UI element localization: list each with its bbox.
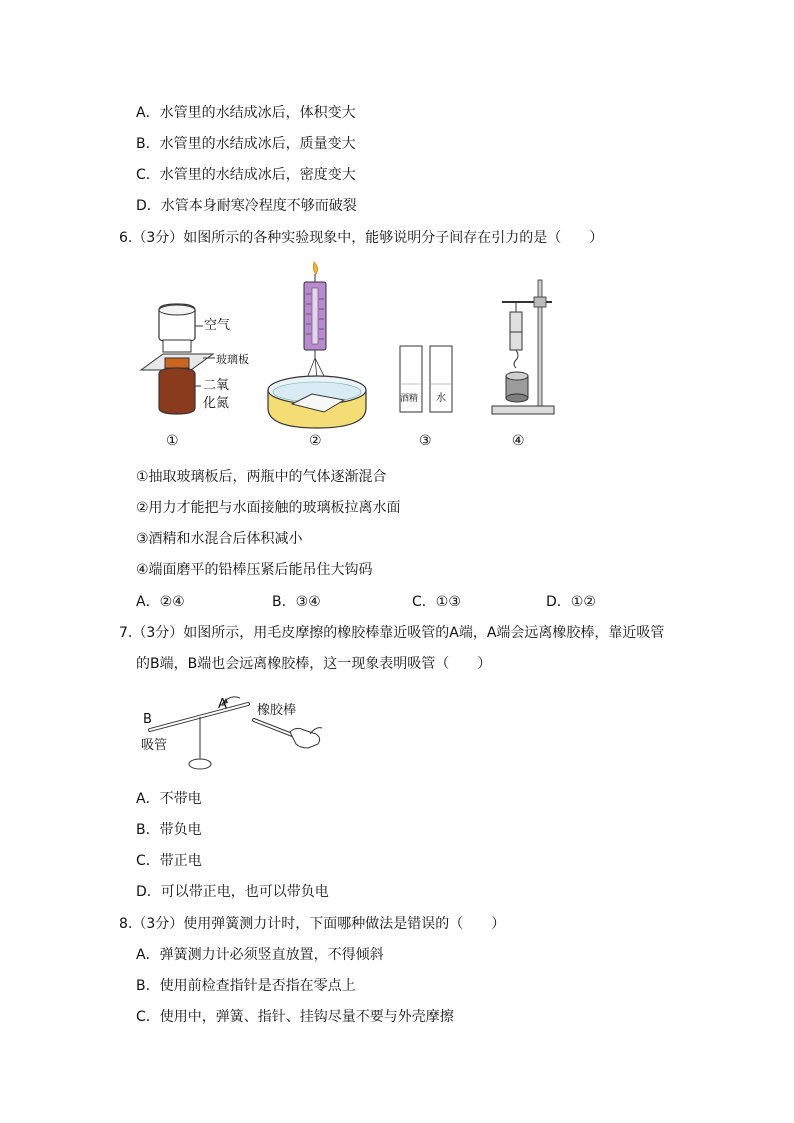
q6-option-b: B．③④ — [272, 594, 321, 610]
label-no2-line2: 化氮 — [203, 396, 230, 411]
figure-number-3: ③ — [419, 433, 432, 449]
figure-number-4: ④ — [512, 433, 525, 449]
label-air: 空气 — [204, 318, 231, 333]
q8-option-a: A．弹簧测力计必须竖直放置，不得倾斜 — [136, 947, 384, 963]
q6-option-d: D．①② — [546, 594, 596, 610]
label-no2-line1: 二氧 — [203, 378, 230, 393]
q6-stem: 6.（3分）如图所示的各种实验现象中，能够说明分子间存在引力的是（ ） — [119, 230, 604, 246]
label-water: 水 — [436, 393, 446, 404]
label-a-end: A — [218, 697, 227, 712]
q8-option-c: C．使用中，弹簧、指针、挂钩尽量不要与外壳摩擦 — [136, 1009, 454, 1025]
q7-option-a: A．不带电 — [136, 791, 202, 807]
q7-stem-line2: 的B端，B端也会远离橡胶棒，这一现象表明吸管（ ） — [136, 656, 492, 672]
figure-straw-rubber-rod — [140, 690, 325, 775]
q6-option-c: C．①③ — [412, 594, 461, 610]
figure-number-1: ① — [166, 433, 179, 449]
q7-stem-line1: 7.（3分）如图所示，用毛皮摩擦的橡胶棒靠近吸管的A端，A端会远离橡胶棒，靠近吸管 — [119, 625, 665, 641]
q5-option-c: C．水管里的水结成冰后，密度变大 — [136, 167, 356, 183]
q7-option-b: B．带负电 — [136, 822, 202, 838]
q6-option-a: A．②④ — [136, 594, 185, 610]
figure-spring-scale-water — [262, 258, 372, 433]
q5-option-b: B．水管里的水结成冰后，质量变大 — [136, 136, 356, 152]
q6-statement-2: ②用力才能把与水面接触的玻璃板拉离水面 — [136, 500, 401, 516]
q6-statement-1: ①抽取玻璃板后，两瓶中的气体逐渐混合 — [136, 469, 387, 485]
label-rubber-rod: 橡胶棒 — [257, 703, 297, 718]
label-straw: 吸管 — [141, 738, 168, 753]
q5-option-a: A．水管里的水结成冰后，体积变大 — [136, 105, 356, 121]
q7-option-d: D．可以带正电，也可以带负电 — [136, 884, 329, 900]
q5-option-d: D．水管本身耐寒冷程度不够而破裂 — [136, 198, 357, 214]
label-glass-plate: 玻璃板 — [216, 353, 249, 366]
q6-statement-3: ③酒精和水混合后体积减小 — [136, 531, 303, 547]
q7-option-c: C．带正电 — [136, 853, 202, 869]
label-b-end: B — [143, 712, 152, 727]
figure-number-2: ② — [309, 433, 322, 449]
label-alcohol: 酒精 — [400, 394, 419, 404]
q6-statement-4: ④端面磨平的铅棒压紧后能吊住大钩码 — [136, 562, 373, 578]
q8-option-b: B．使用前检查指针是否指在零点上 — [136, 978, 356, 994]
q8-stem: 8.（3分）使用弹簧测力计时，下面哪种做法是错误的（ ） — [119, 916, 506, 932]
figure-lead-rods — [488, 276, 560, 418]
